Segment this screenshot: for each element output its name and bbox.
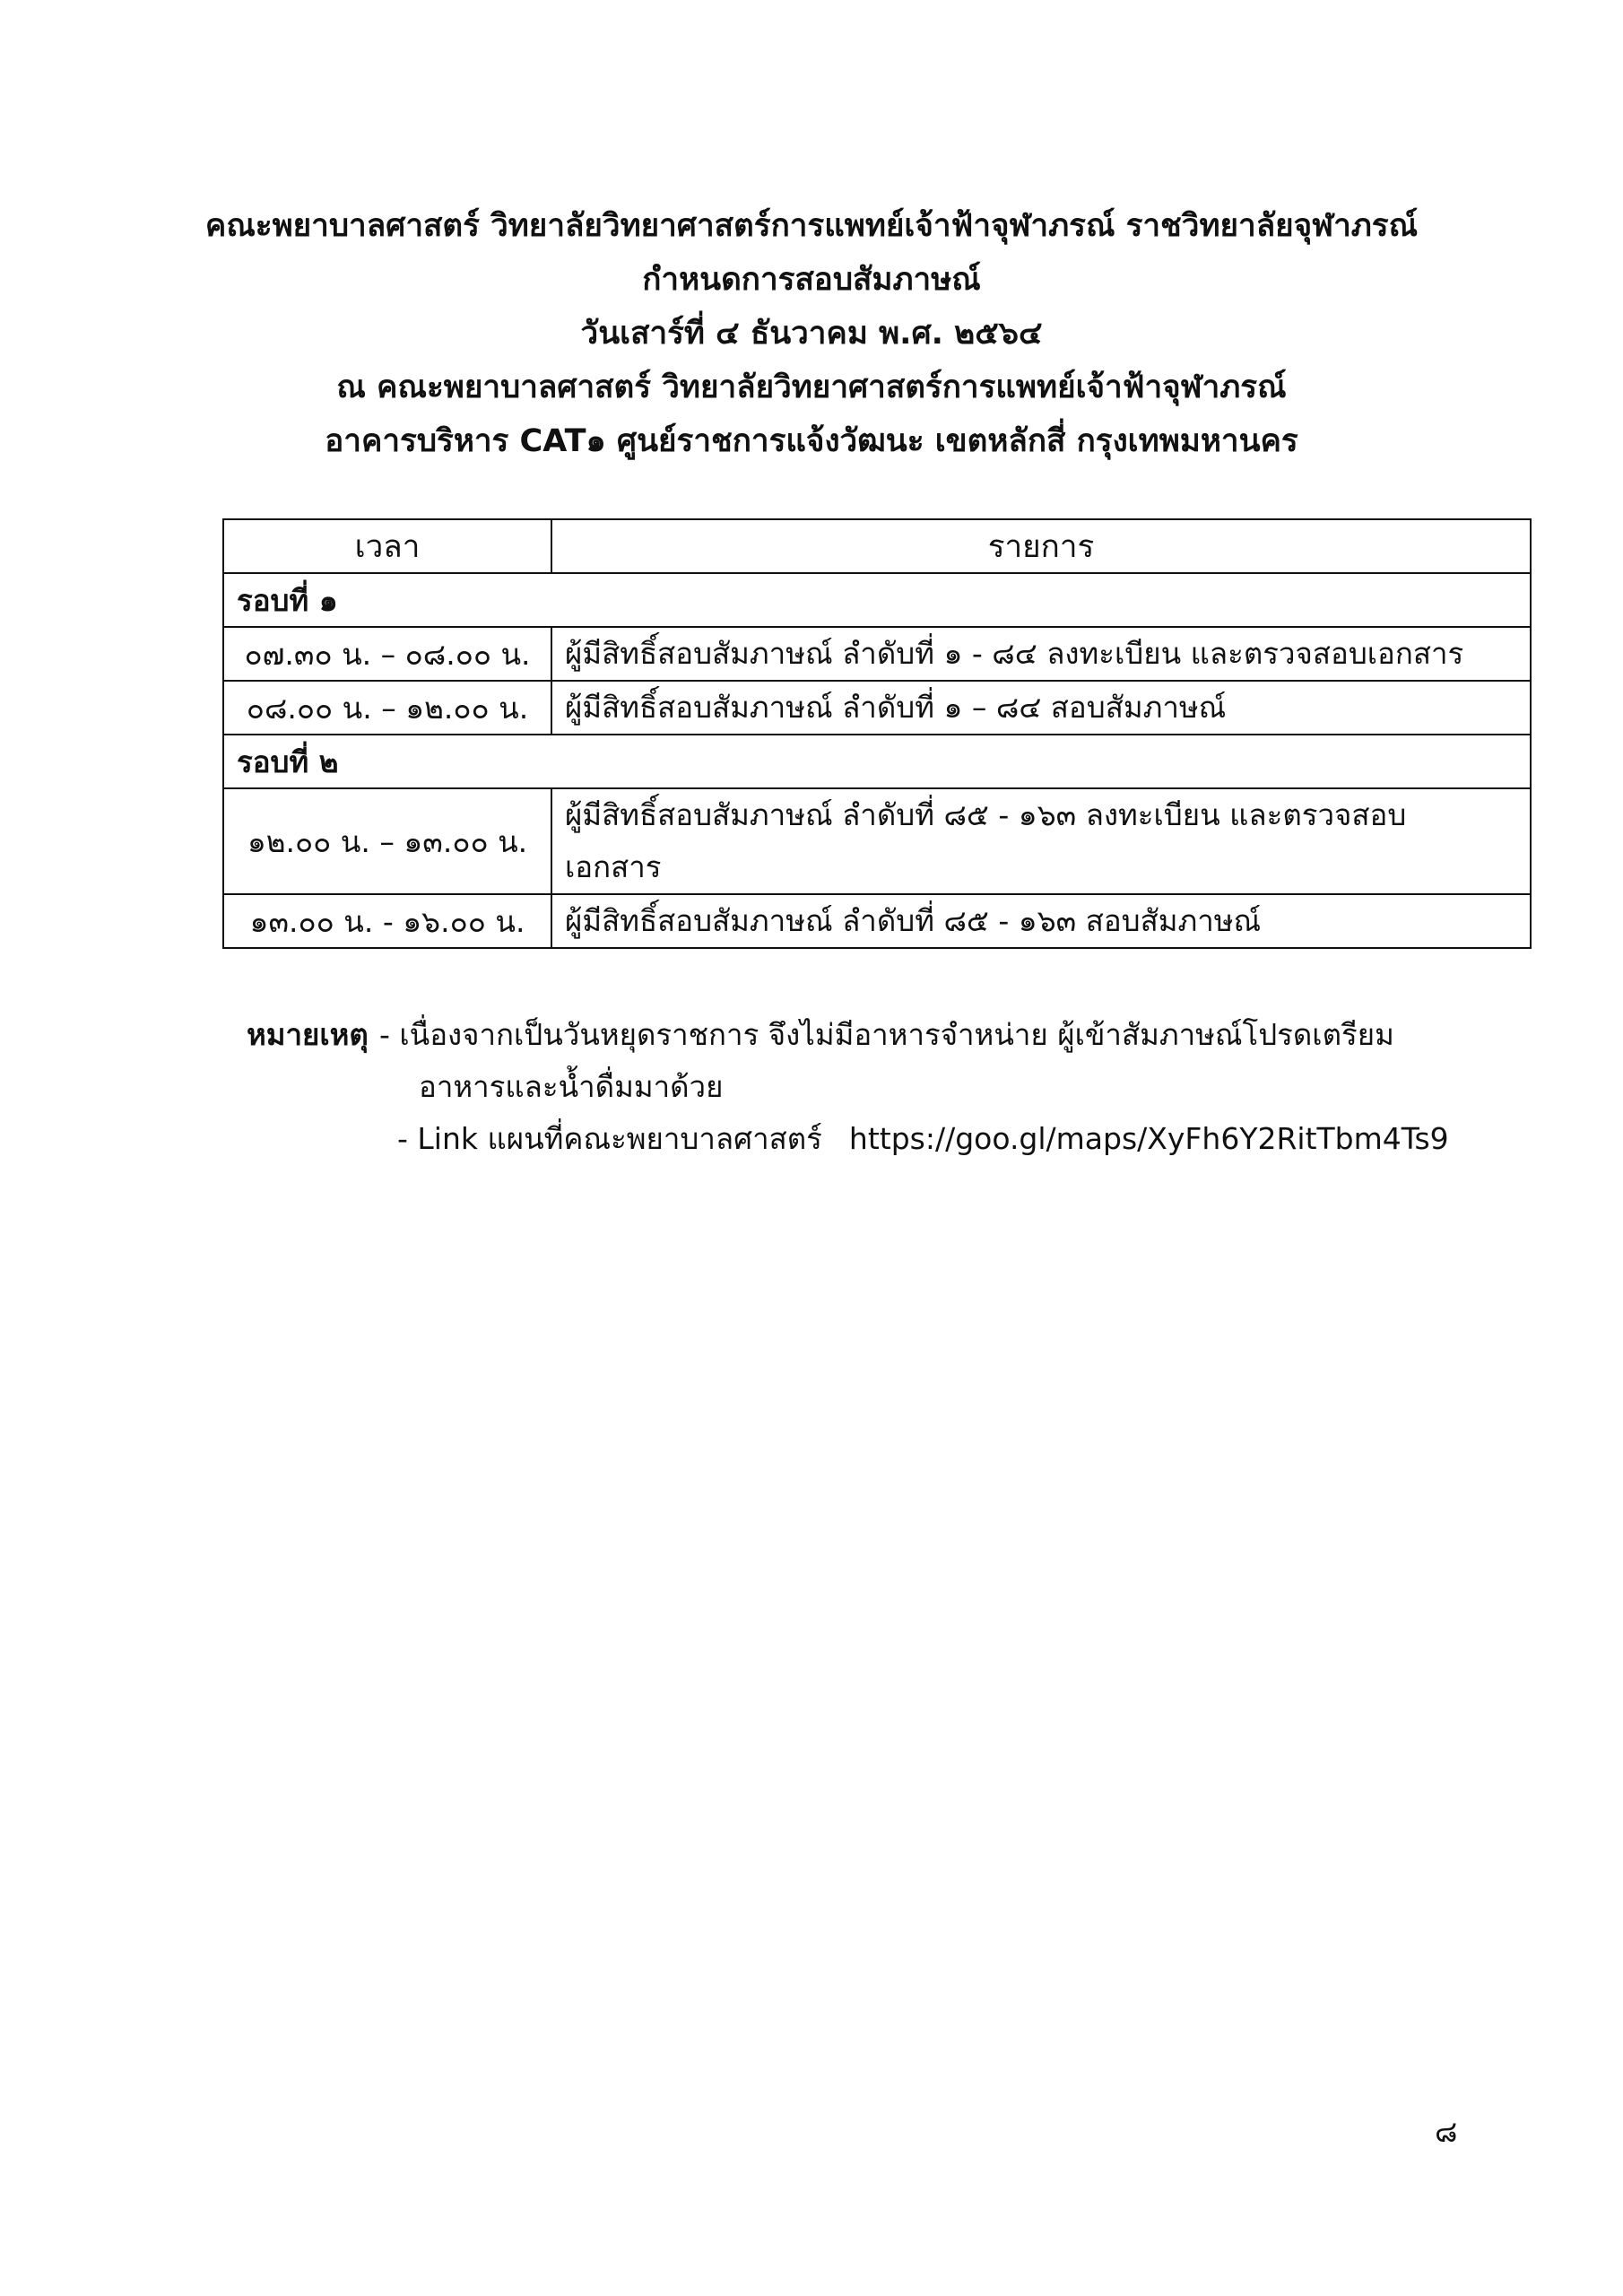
table-row xyxy=(223,681,1531,735)
exam-date: วันเสาร์ที่ ๔ ธันวาคม พ.ศ. ๒๕๖๔ xyxy=(580,316,1043,352)
round-1-label: รอบที่ ๑ xyxy=(223,573,1531,627)
time-cell: ๑๓.๐๐ น. - ๑๖.๐๐ น. xyxy=(223,894,551,948)
time-cell: ๑๒.๐๐ น. – ๑๓.๐๐ น. xyxy=(223,788,551,894)
item-cell xyxy=(551,788,1531,894)
note-row xyxy=(247,1009,1449,1061)
notes-section xyxy=(247,1009,1449,1165)
round-row xyxy=(223,573,1531,627)
note-text: อาหารและน้ำดื่มมาด้วย xyxy=(419,1069,724,1104)
round-2-label: รอบที่ ๒ xyxy=(223,735,1531,788)
faculty-title: คณะพยาบาลศาสตร์ วิทยาลัยวิทยาศาสตร์การแพทย์เจ้าฟ้าจุฬาภรณ์ ราชวิทยาลัยจุฬาภรณ์ xyxy=(204,208,1419,244)
item-cell: ผู้มีสิทธิ์สอบสัมภาษณ์ ลำดับที่ ๑ – ๘๔ สอบสัมภาษณ์ xyxy=(551,681,1531,735)
round-row xyxy=(223,735,1531,788)
table-header-row xyxy=(223,519,1531,573)
note-text: - เนื่องจากเป็นวันหยุดราชการ จึงไม่มีอาหารจำหน่าย ผู้เข้าสัมภาษณ์โปรดเตรียม xyxy=(379,1017,1394,1052)
exam-location: ณ คณะพยาบาลศาสตร์ วิทยาลัยวิทยาศาสตร์การแพทย์เจ้าฟ้าจุฬาภรณ์ xyxy=(336,370,1287,405)
time-cell: ๐๗.๓๐ น. – ๐๘.๐๐ น. xyxy=(223,627,551,681)
map-link-url[interactable]: https://goo.gl/maps/XyFh6Y2RitTbm4Ts9 xyxy=(848,1121,1449,1156)
item-cell-line: ผู้มีสิทธิ์สอบสัมภาษณ์ ลำดับที่ ๘๕ - ๑๖๓ ลงทะเบียน และตรวจสอบ xyxy=(565,797,1407,832)
schedule-title: กำหนดการสอบสัมภาษณ์ xyxy=(642,262,981,298)
item-cell: ผู้มีสิทธิ์สอบสัมภาษณ์ ลำดับที่ ๑ - ๘๔ ลงทะเบียน และตรวจสอบเอกสาร xyxy=(551,627,1531,681)
item-cell-line: เอกสาร xyxy=(565,849,662,884)
column-header-time: เวลา xyxy=(223,519,551,573)
column-header-item: รายการ xyxy=(551,519,1531,573)
document-header xyxy=(0,199,1623,468)
note-row xyxy=(247,1113,1449,1165)
item-cell: ผู้มีสิทธิ์สอบสัมภาษณ์ ลำดับที่ ๘๕ - ๑๖๓ สอบสัมภาษณ์ xyxy=(551,894,1531,948)
map-link-label: - Link แผนที่คณะพยาบาลศาสตร์ xyxy=(397,1121,822,1156)
exam-building: อาคารบริหาร CAT๑ ศูนย์ราชการแจ้งวัฒนะ เขตหลักสี่ กรุงเทพมหานคร xyxy=(325,423,1298,459)
note-row xyxy=(247,1061,1449,1113)
time-cell: ๐๘.๐๐ น. – ๑๒.๐๐ น. xyxy=(223,681,551,735)
table-row xyxy=(223,894,1531,948)
page-number: ๘ xyxy=(1435,2114,1458,2149)
notes-label: หมายเหตุ xyxy=(247,1017,369,1052)
schedule-table xyxy=(222,518,1532,949)
table-row xyxy=(223,627,1531,681)
table-row xyxy=(223,788,1531,894)
